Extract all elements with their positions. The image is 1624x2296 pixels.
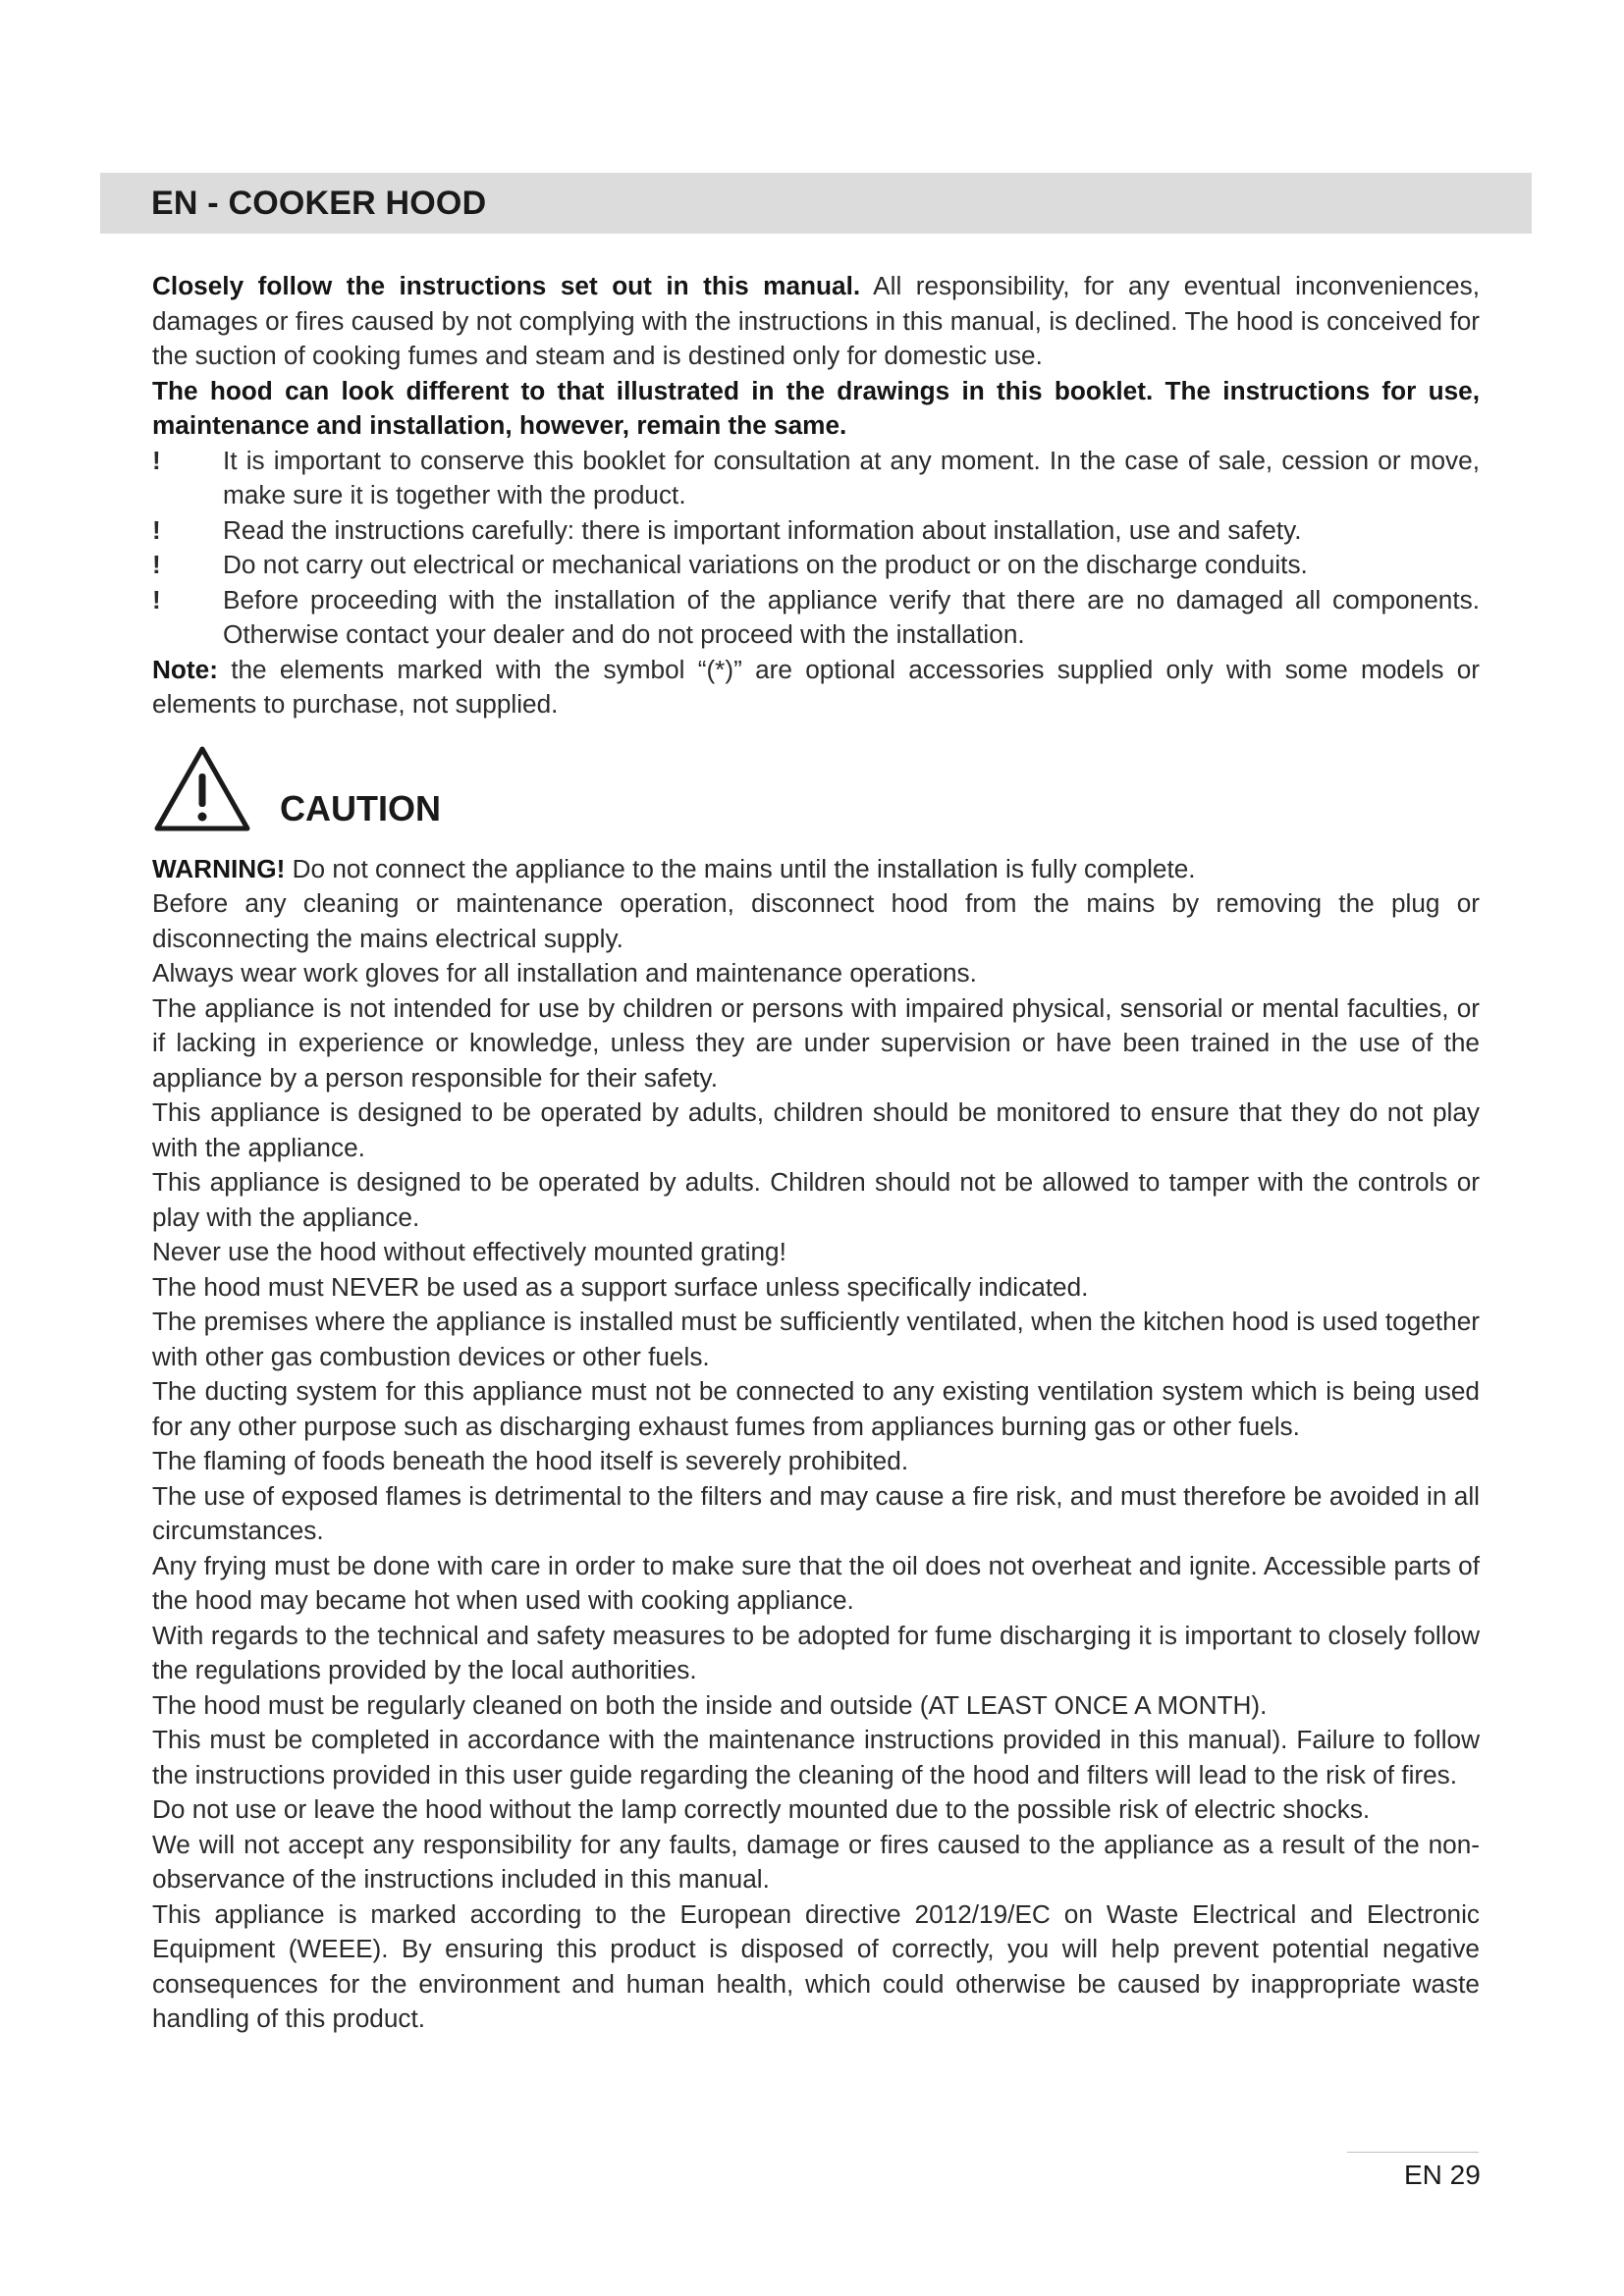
list-item [152, 513, 1480, 549]
note-text: the elements marked with the symbol “(*)” are optional accessories supplied only with some models or elements to purchase, not supplied. [152, 654, 1480, 719]
list-item-text: It is important to conserve this booklet for consultation at any moment. In the case of sale, cession or move, make sure it is together with the product. [223, 445, 1480, 509]
note-paragraph [152, 653, 1480, 722]
exclamation-mark: ! [152, 514, 161, 545]
intro-lead-bold: Closely follow the instructions set out in this manual. [152, 271, 861, 300]
list-item [152, 444, 1480, 513]
exclamation-mark: ! [152, 445, 161, 475]
caution-paragraph: This appliance is designed to be operated by adults, children should be monitored to ensure that they do not play with the appliance. [152, 1097, 1480, 1162]
manual-content [152, 269, 1480, 2037]
caution-paragraph: Before any cleaning or maintenance operation, disconnect hood from the mains by removing the plug or disconnecting the mains electrical supply. [152, 888, 1480, 953]
footer-divider [1347, 2152, 1479, 2153]
caution-paragraph: Always wear work gloves for all installation and maintenance operations. [152, 958, 977, 988]
exclamation-mark: ! [152, 584, 161, 614]
list-item [152, 583, 1480, 653]
page-title: EN - COOKER HOOD [151, 185, 487, 222]
caution-paragraph: The premises where the appliance is installed must be sufficiently ventilated, when the kitchen hood is used together with other gas combustion devices or other fuels. [152, 1307, 1480, 1371]
caution-paragraph: The use of exposed flames is detrimental to the filters and may cause a fire risk, and must therefore be avoided in all circumstances. [152, 1480, 1480, 1545]
intro-lead-text: All responsibility, for any eventual inconveniences, damages or fires caused by not complying with the instructions in this manual, is declined. The hood is conceived for the suction of cooking fumes and steam and is destined only for domestic use. [152, 271, 1480, 370]
caution-paragraph: This must be completed in accordance with the maintenance instructions provided in this manual). Failure to follow the instructions provided in this user guide regarding the cleaning of the hood and filters will lead to the risk of fires. [152, 1725, 1480, 1789]
caution-paragraph: With regards to the technical and safety measures to be adopted for fume discharging it is important to closely follow the regulations provided by the local authorities. [152, 1620, 1480, 1684]
list-item [152, 548, 1480, 583]
caution-heading [152, 744, 1480, 852]
warning-label: WARNING! [152, 853, 286, 883]
list-item-text: Before proceeding with the installation of the appliance verify that there are no damaged all components. Otherwise contact your dealer and do not proceed with the installation. [223, 584, 1480, 649]
section-header-bar [100, 173, 1532, 234]
caution-paragraph: The hood must NEVER be used as a support surface unless specifically indicated. [152, 1271, 1089, 1302]
caution-paragraph: The appliance is not intended for use by children or persons with impaired physical, sensorial or mental faculties, or if lacking in experience or knowledge, unless they are under supervision or have been trained in the use of the appliance by a person responsible for their safety. [152, 992, 1480, 1093]
note-label: Note: [152, 654, 218, 684]
caution-title: CAUTION [280, 787, 441, 828]
list-item-text: Read the instructions carefully: there is important information about installation, use and safety. [223, 514, 1302, 545]
warning-paragraph [152, 852, 1480, 887]
caution-paragraph: Do not use or leave the hood without the lamp correctly mounted due to the possible risk of electric shocks. [152, 1794, 1371, 1824]
intro-paragraph [152, 269, 1480, 374]
intro-bold-paragraph: The hood can look different to that illustrated in the drawings in this booklet. The instructions for use, maintenance and installation, however, remain the same. [152, 375, 1480, 440]
caution-paragraph: This appliance is designed to be operated by adults. Children should not be allowed to tamper with the controls or play with the appliance. [152, 1167, 1480, 1232]
warning-text: Do not connect the appliance to the mains until the installation is fully complete. [285, 853, 1196, 883]
warning-triangle-icon [152, 744, 252, 834]
page-number: EN 29 [1404, 2160, 1481, 2190]
caution-paragraph: Never use the hood without effectively mounted grating! [152, 1237, 786, 1266]
exclamation-mark: ! [152, 550, 161, 579]
caution-paragraph: The hood must be regularly cleaned on both the inside and outside (AT LEAST ONCE A MONTH). [152, 1689, 1268, 1720]
caution-paragraph: We will not accept any responsibility for any faults, damage or fires caused to the appliance as a result of the non-observance of the instructions included in this manual. [152, 1829, 1480, 1894]
list-item-text: Do not carry out electrical or mechanical variations on the product or on the discharge conduits. [223, 550, 1308, 579]
caution-paragraph: The flaming of foods beneath the hood itself is severely prohibited. [152, 1446, 909, 1475]
caution-paragraph: The ducting system for this appliance must not be connected to any existing ventilation system which is being used for any other purpose such as discharging exhaust fumes from appliances burning gas or other fuels. [152, 1376, 1480, 1441]
caution-paragraph: Any frying must be done with care in order to make sure that the oil does not overheat and ignite. Accessible parts of the hood may became hot when used with cooking appliance. [152, 1550, 1480, 1615]
caution-paragraph: This appliance is marked according to the European directive 2012/19/EC on Waste Electrical and Electronic Equipment (WEEE). By ensuring this product is disposed of correctly, you will help prevent potential negative consequences for the environment and human health, which could otherwise be caused by inappropriate waste handling of this product. [152, 1898, 1480, 2033]
